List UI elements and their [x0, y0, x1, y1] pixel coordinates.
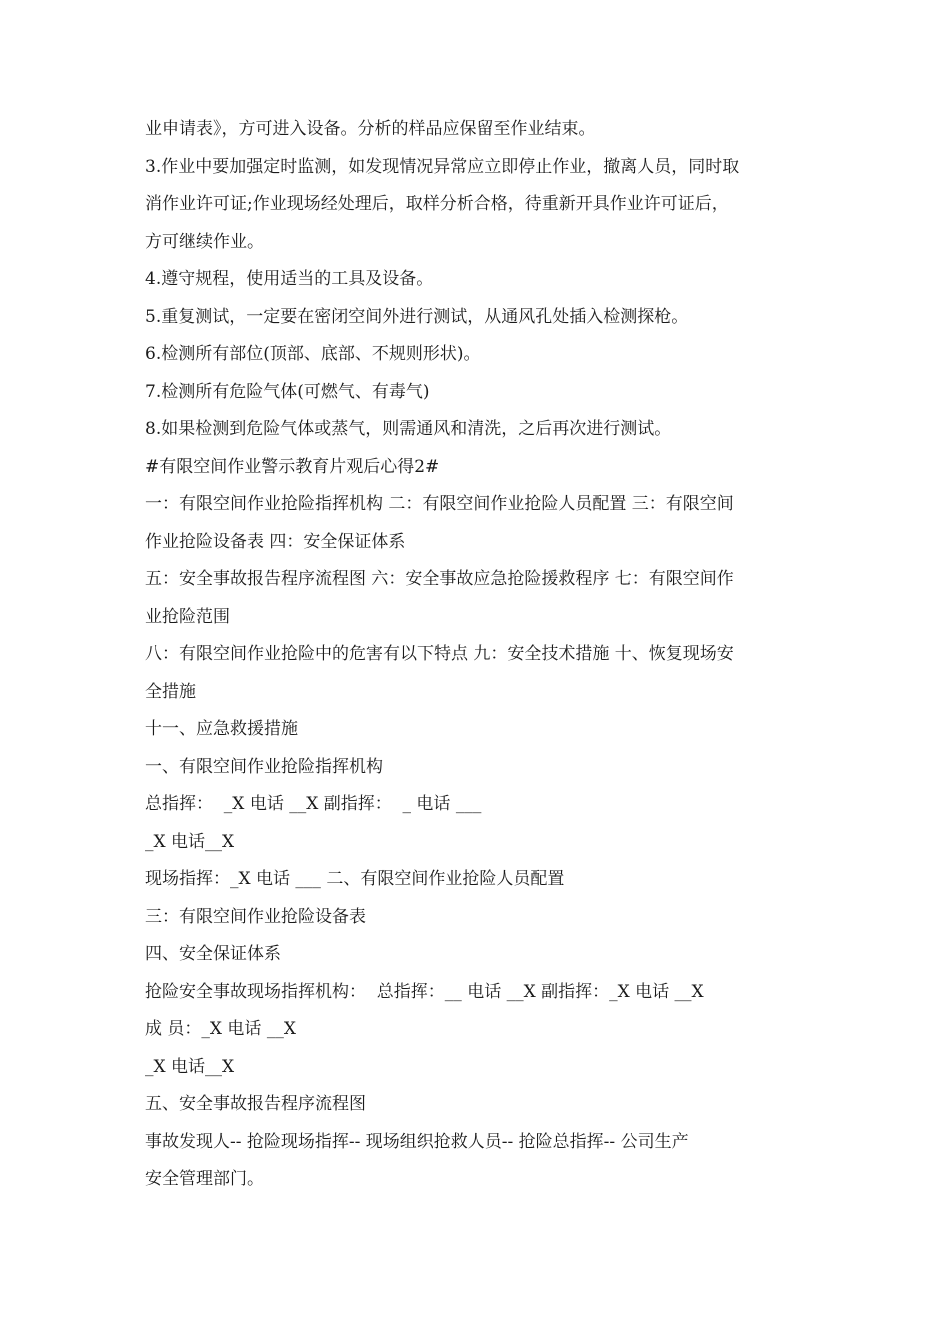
text-line: 三：有限空间作业抢险设备表	[145, 906, 366, 927]
document-body	[145, 111, 815, 1199]
text-line: 5.重复测试，一定要在密闭空间外进行测试，从通风孔处插入检测探枪。	[145, 306, 689, 327]
text-line: 全措施	[145, 681, 196, 702]
text-line: 一、有限空间作业抢险指挥机构	[145, 756, 383, 777]
text-line: 四、安全保证体系	[145, 944, 281, 964]
text-line: 消作业许可证;作业现场经处理后，取样分析合格，待重新开具作业许可证后，	[145, 194, 729, 214]
text-line: 八：有限空间作业抢险中的危害有以下特点 九：安全技术措施 十、恢复现场安	[145, 644, 734, 664]
text-line: 抢险安全事故现场指挥机构： 总指挥：__ 电话 __X 副指挥：_X 电话 __X	[145, 981, 704, 1002]
text-line: 4.遵守规程，使用适当的工具及设备。	[145, 269, 434, 289]
text-line: 事故发现人-- 抢险现场指挥-- 现场组织抢救人员-- 抢险总指挥-- 公司生产	[145, 1131, 689, 1152]
section-heading: #有限空间作业警示教育片观后心得2#	[145, 456, 440, 477]
text-line: _X 电话__X	[145, 831, 235, 852]
text-line: 业抢险范围	[145, 606, 230, 627]
text-line: 6.检测所有部位(顶部、底部、不规则形状)。	[145, 344, 481, 364]
text-line: 现场指挥：_X 电话 ___ 二、有限空间作业抢险人员配置	[145, 869, 565, 889]
text-line: 十一、应急救援措施	[145, 719, 298, 739]
text-line: 总指挥： _X 电话 __X 副指挥： _ 电话 ___	[145, 794, 482, 814]
text-line: 作业抢险设备表 四：安全保证体系	[145, 531, 406, 552]
text-line: _X 电话__X	[145, 1056, 235, 1077]
text-line: 7.检测所有危险气体(可燃气、有毒气)	[145, 381, 430, 402]
text-line: 五、安全事故报告程序流程图	[145, 1094, 366, 1114]
text-line: 8.如果检测到危险气体或蒸气，则需通风和清洗，之后再次进行测试。	[145, 419, 672, 439]
text-line: 方可继续作业。	[145, 231, 264, 252]
text-line: 业申请表》，方可进入设备。分析的样品应保留至作业结束。	[145, 119, 596, 139]
text-line: 安全管理部门。	[145, 1169, 264, 1189]
text-line: 3.作业中要加强定时监测，如发现情况异常应立即停止作业，撤离人员，同时取	[145, 156, 740, 177]
text-line: 一：有限空间作业抢险指挥机构 二：有限空间作业抢险人员配置 三：有限空间	[145, 494, 734, 514]
text-line: 五：安全事故报告程序流程图 六：安全事故应急抢险援救程序 七：有限空间作	[145, 569, 734, 589]
text-line: 成 员：_X 电话 __X	[145, 1019, 296, 1039]
